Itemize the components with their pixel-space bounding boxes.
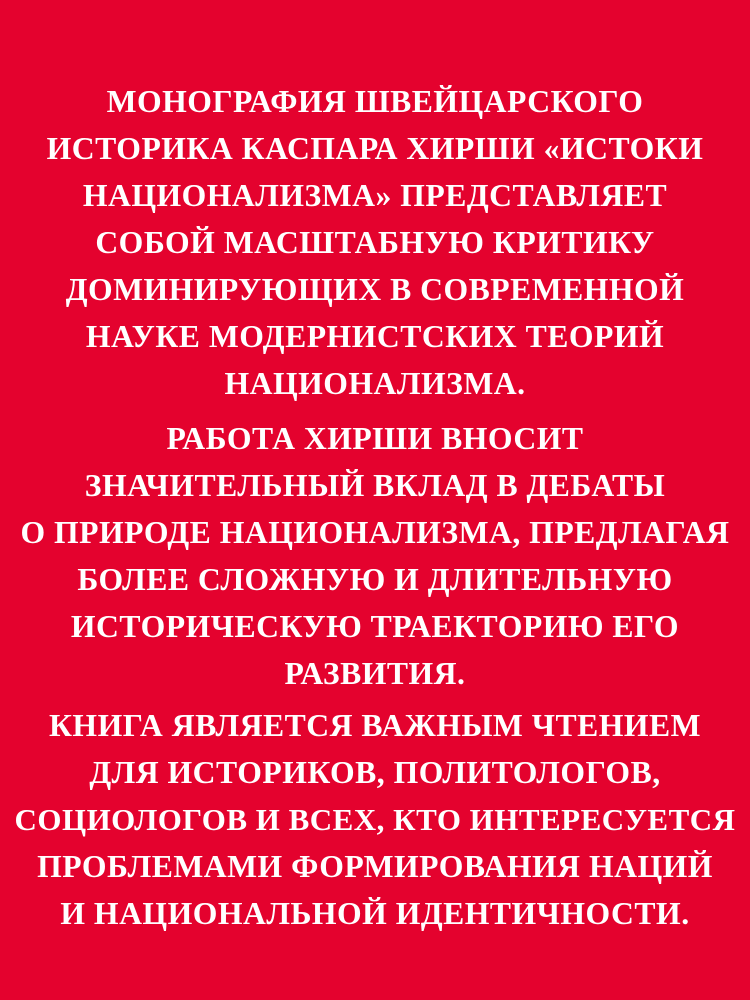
text-line: ЗНАЧИТЕЛЬНЫЙ ВКЛАД В ДЕБАТЫ (84, 468, 666, 503)
text-line: И НАЦИОНАЛЬНОЙ ИДЕНТИЧНОСТИ. (60, 896, 690, 931)
description-paragraph-1 (0, 78, 750, 407)
text-line: РАБОТА ХИРШИ ВНОСИТ (166, 421, 584, 456)
description-paragraph-2 (0, 415, 750, 697)
text-line: НАЦИОНАЛИЗМА. (224, 366, 526, 401)
text-line: РАЗВИТИЯ. (284, 656, 466, 691)
text-line: ДОМИНИРУЮЩИХ В СОВРЕМЕННОЙ (65, 272, 685, 307)
text-line: НАУКЕ МОДЕРНИСТСКИХ ТЕОРИЙ (85, 319, 665, 354)
text-line: О ПРИРОДЕ НАЦИОНАЛИЗМА, ПРЕДЛАГАЯ (20, 515, 730, 550)
text-line: КНИГА ЯВЛЯЕТСЯ ВАЖНЫМ ЧТЕНИЕМ (48, 708, 702, 743)
text-line: ИСТОРИЧЕСКУЮ ТРАЕКТОРИЮ ЕГО (70, 609, 680, 644)
text-line: СОБОЙ МАСШТАБНУЮ КРИТИКУ (95, 225, 655, 260)
text-line: ДЛЯ ИСТОРИКОВ, ПОЛИТОЛОГОВ, (89, 755, 661, 790)
text-line: СОЦИОЛОГОВ И ВСЕХ, КТО ИНТЕРЕСУЕТСЯ (14, 802, 736, 837)
text-line: ПРОБЛЕМАМИ ФОРМИРОВАНИЯ НАЦИЙ (37, 849, 713, 884)
text-line: НАЦИОНАЛИЗМА» ПРЕДСТАВЛЯЕТ (82, 178, 668, 213)
text-line: БОЛЕЕ СЛОЖНУЮ И ДЛИТЕЛЬНУЮ (77, 562, 673, 597)
text-line: МОНОГРАФИЯ ШВЕЙЦАРСКОГО (106, 84, 644, 119)
text-line: ИСТОРИКА КАСПАРА ХИРШИ «ИСТОКИ (46, 131, 704, 166)
description-paragraph-3 (0, 702, 750, 937)
